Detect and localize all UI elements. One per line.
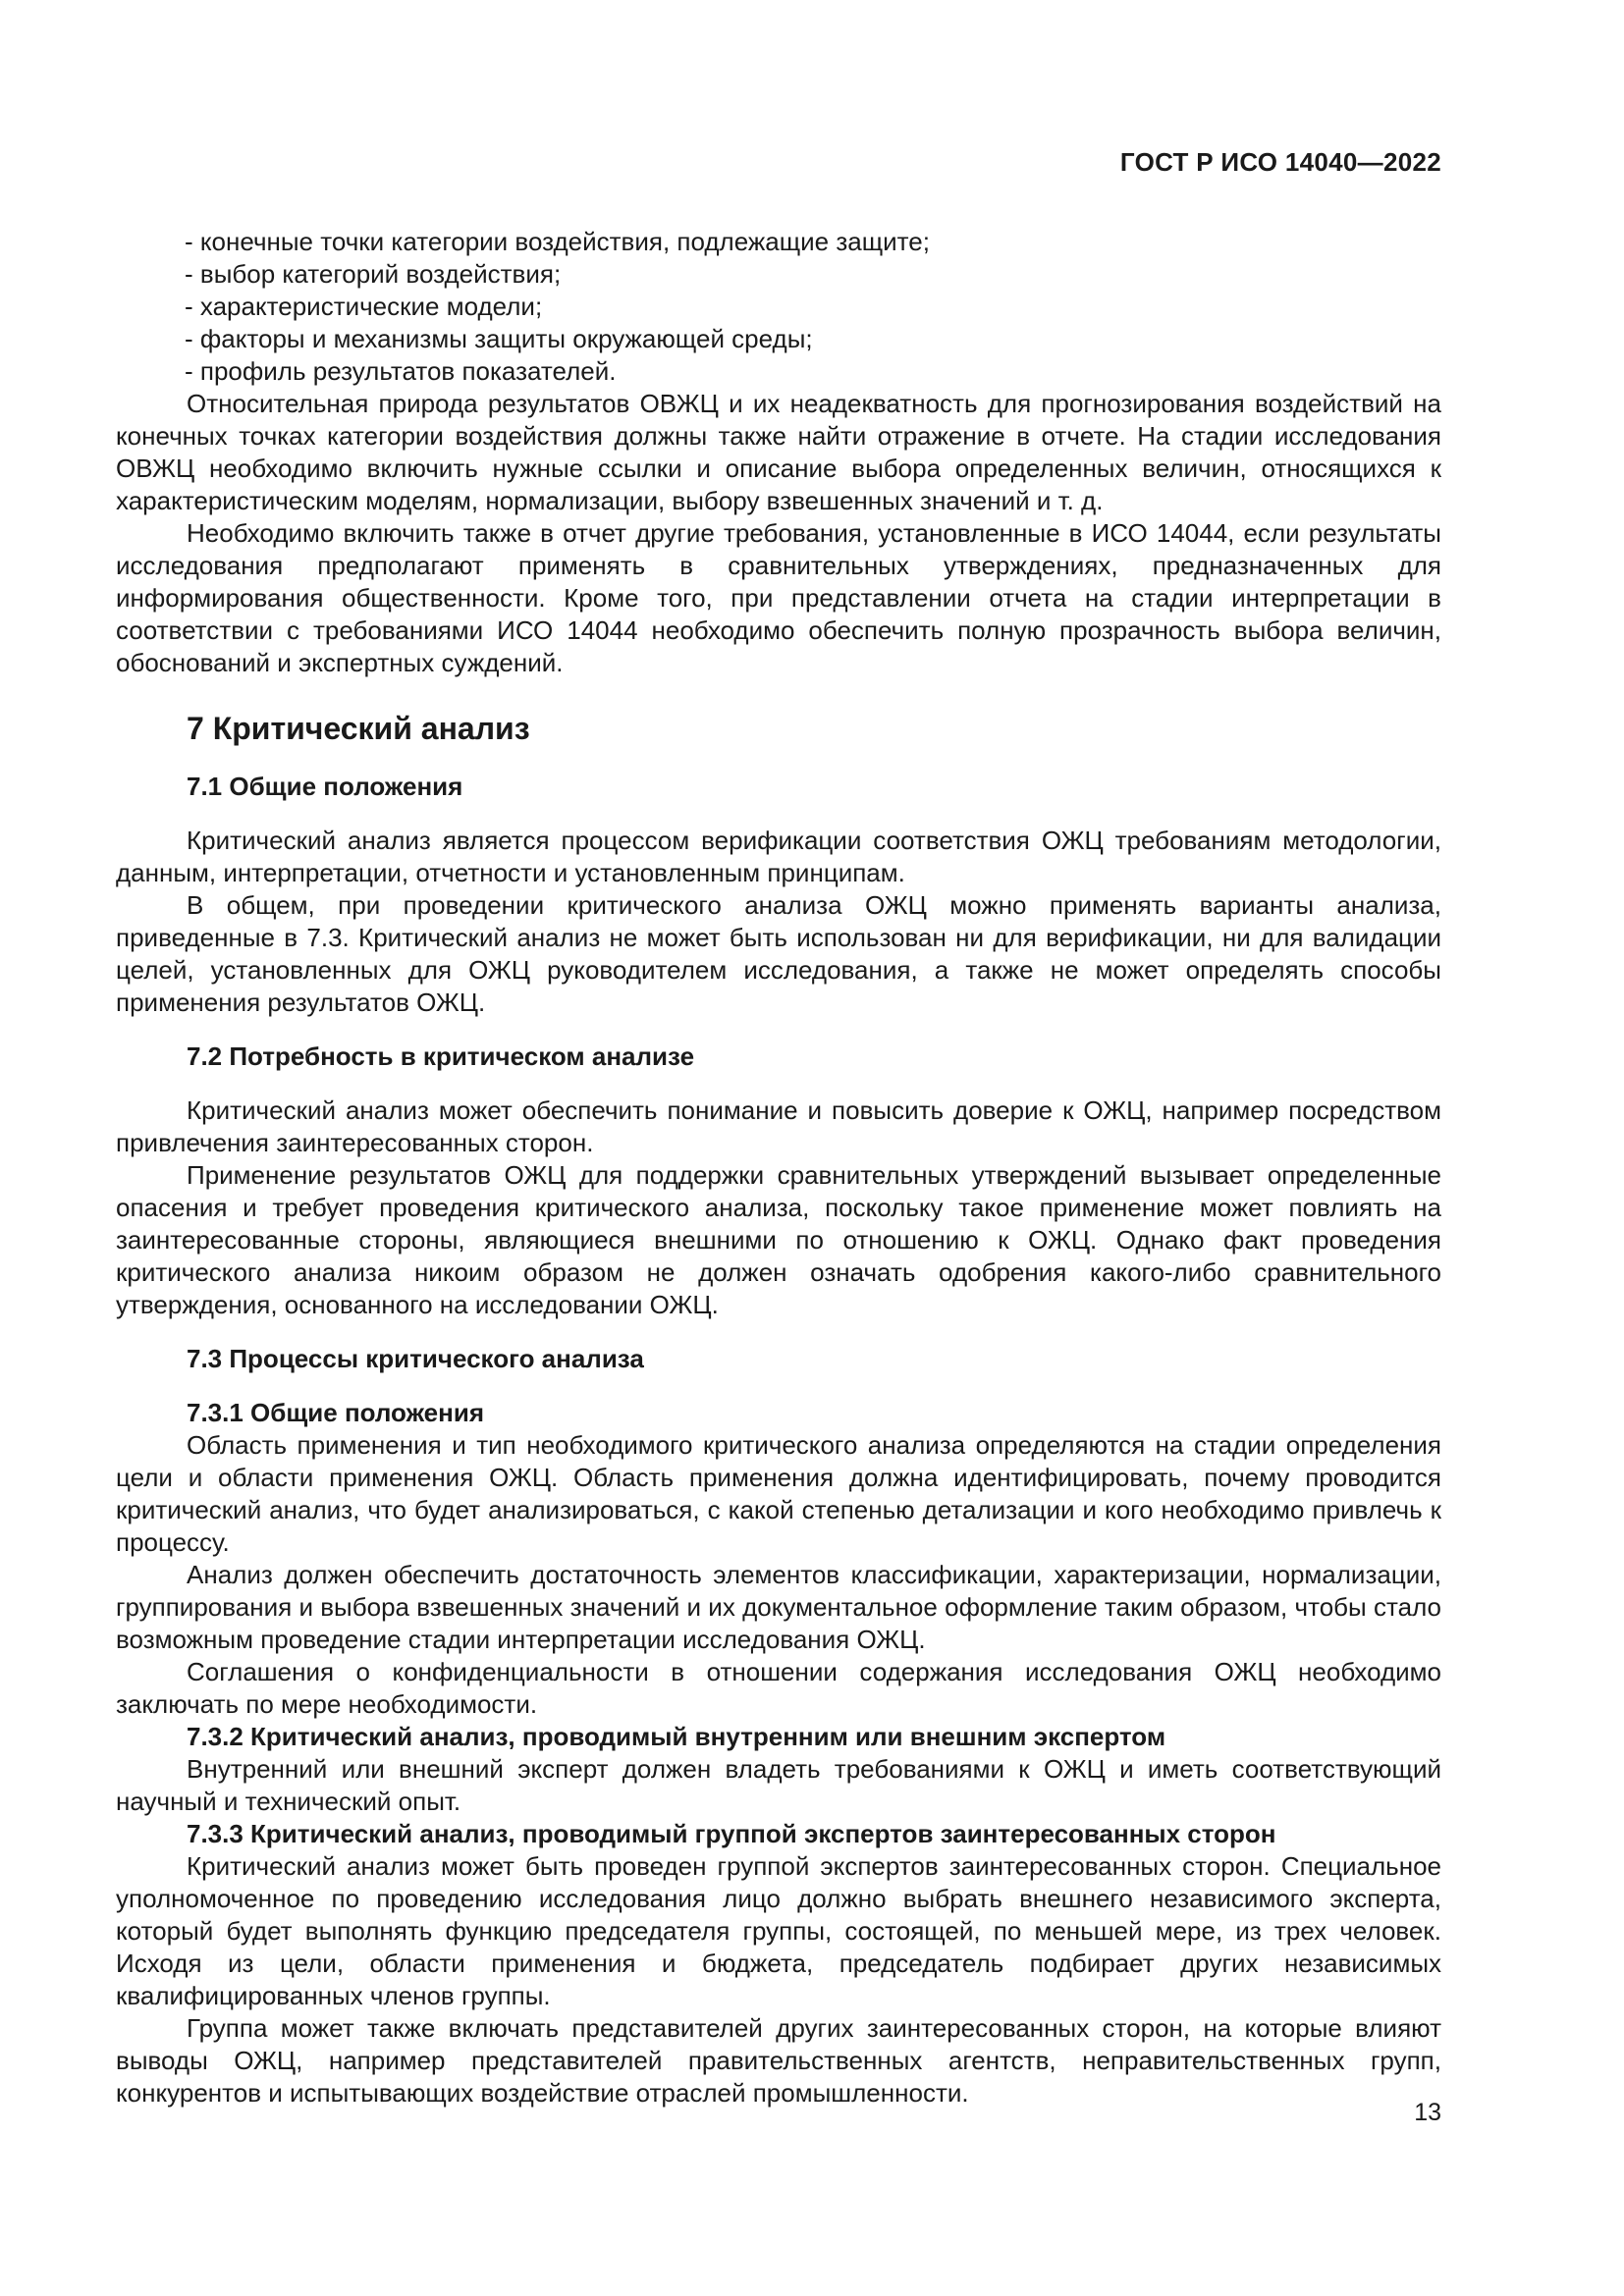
subsection-heading: 7.1 Общие положения: [187, 772, 463, 801]
subsubsection-heading: 7.3.2 Критический анализ, проводимый внутренним или внешним экспертом: [187, 1722, 1166, 1751]
paragraph: Критический анализ может быть проведен группой экспертов заинтересованных сторон. Специальное уполномоченное по проведению исследования лицо должно выбрать внешнего независимого эксперта, который будет выполнять функцию председателя группы, состоящей, по меньшей мере, из трех человек. Исходя из цели, области применения и бюджета, председатель подбирает других независимых квалифицированных членов группы.: [116, 1851, 1441, 2010]
impact-list: [116, 226, 1441, 388]
list-item: - характеристические модели;: [185, 292, 543, 321]
paragraph: Критический анализ может обеспечить понимание и повысить доверие к ОЖЦ, например посредством привлечения заинтересованных сторон.: [116, 1095, 1441, 1157]
paragraph: Внутренний или внешний эксперт должен владеть требованиями к ОЖЦ и иметь соответствующий научный и технический опыт.: [116, 1754, 1441, 1816]
paragraph: Соглашения о конфиденциальности в отношении содержания исследования ОЖЦ необходимо заключать по мере необходимости.: [116, 1657, 1441, 1719]
list-item: - факторы и механизмы защиты окружающей среды;: [185, 324, 813, 353]
paragraph: Применение результатов ОЖЦ для поддержки сравнительных утверждений вызывает определенные опасения и требует проведения критического анализа, поскольку такое применение может повлиять на заинтересованные стороны, являющиеся внешними по отношению к ОЖЦ. Однако факт проведения критического анализа никоим образом не должен означать одобрения какого-либо сравнительного утверждения, основанного на исследовании ОЖЦ.: [116, 1160, 1441, 1319]
paragraph: Группа может также включать представителей других заинтересованных сторон, на которые влияют выводы ОЖЦ, например представителей правительственных агентств, неправительственных групп, конкурентов и испытывающих воздействие отраслей промышленности.: [116, 2013, 1441, 2108]
paragraph: Необходимо включить также в отчет другие требования, установленные в ИСО 14044, если результаты исследования предполагают применять в сравнительных утверждениях, предназначенных для информирования общественности. Кроме того, при представлении отчета на стадии интерпретации в соответствии с требованиями ИСО 14044 необходимо обеспечить полную прозрачность выбора величин, обоснований и экспертных суждений.: [116, 518, 1441, 677]
list-item: - выбор категорий воздействия;: [185, 259, 562, 289]
paragraph: Относительная природа результатов ОВЖЦ и их неадекватность для прогнозирования воздействий на конечных точках категории воздействия должны также найти отражение в отчете. На стадии исследования ОВЖЦ необходимо включить нужные ссылки и описание выбора определенных величин, относящихся к характеристическим моделям, нормализации, выбору взвешенных значений и т. д.: [116, 389, 1441, 515]
page-content: [116, 226, 1441, 2109]
subsubsection-heading: 7.3.1 Общие положения: [187, 1398, 484, 1427]
page-number: 13: [1414, 2099, 1441, 2126]
document-code-header: ГОСТ Р ИСО 14040—2022: [1119, 147, 1441, 177]
subsection-heading: 7.2 Потребность в критическом анализе: [187, 1041, 695, 1071]
paragraph: Анализ должен обеспечить достаточность элементов классификации, характеризации, нормализации, группирования и выбора взвешенных значений и их документальное оформление таким образом, чтобы стало возможным проведение стадии интерпретации исследования ОЖЦ.: [116, 1560, 1441, 1654]
subsubsection-heading: 7.3.3 Критический анализ, проводимый группой экспертов заинтересованных сторон: [187, 1819, 1276, 1848]
paragraph: Область применения и тип необходимого критического анализа определяются на стадии определения цели и области применения ОЖЦ. Область применения должна идентифицировать, почему проводится критический анализ, что будет анализироваться, с какой степенью детализации и кого необходимо привлечь к процессу.: [116, 1430, 1441, 1557]
list-item: - конечные точки категории воздействия, подлежащие защите;: [185, 227, 930, 256]
section-heading: 7 Критический анализ: [187, 711, 530, 746]
subsection-heading: 7.3 Процессы критического анализа: [187, 1344, 644, 1373]
paragraph: В общем, при проведении критического анализа ОЖЦ можно применять варианты анализа, приведенные в 7.3. Критический анализ не может быть использован ни для верификации, ни для валидации целей, установленных для ОЖЦ руководителем исследования, а также не может определять способы применения результатов ОЖЦ.: [116, 890, 1441, 1017]
paragraph: Критический анализ является процессом верификации соответствия ОЖЦ требованиям методологии, данным, интерпретации, отчетности и установленным принципам.: [116, 826, 1441, 887]
list-item: - профиль результатов показателей.: [185, 356, 617, 386]
